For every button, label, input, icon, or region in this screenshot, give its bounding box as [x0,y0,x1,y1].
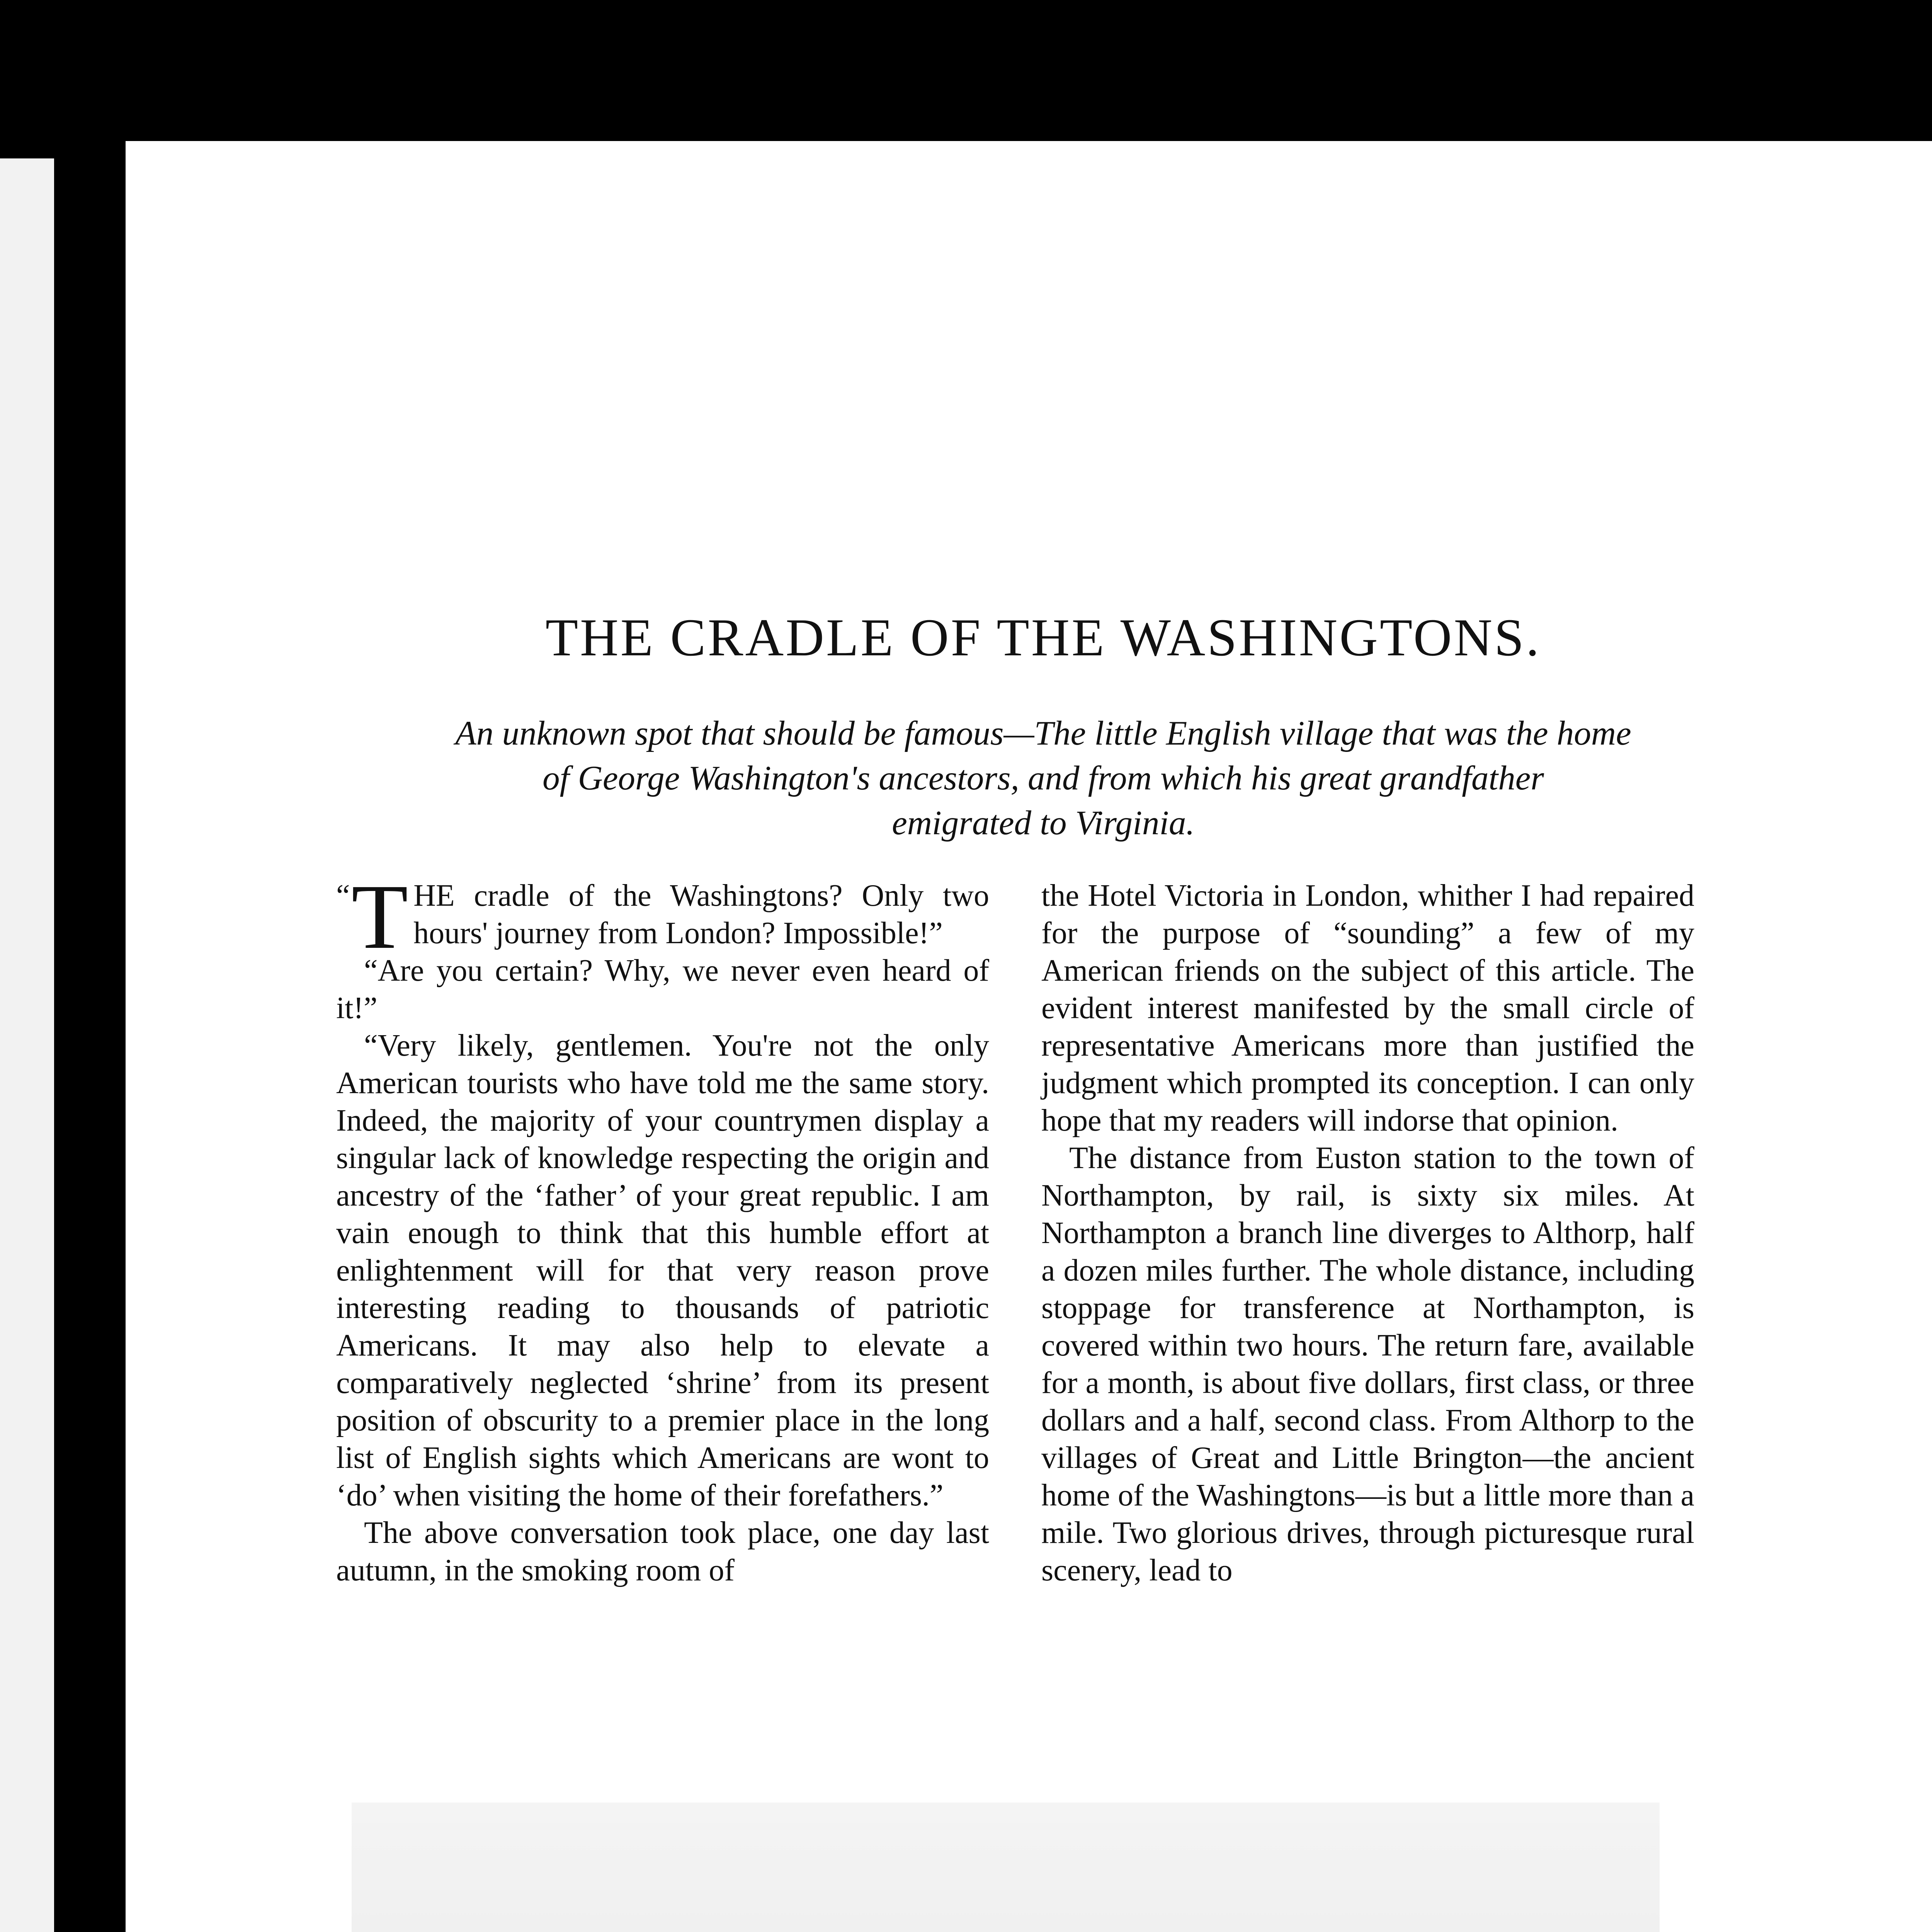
article-subtitle [126,711,1932,845]
magazine-page [126,141,1932,1932]
althorp-house-photo [352,1803,1660,1932]
article-title: THE CRADLE OF THE WASHINGTONS. [545,608,1541,667]
paragraph: “Very likely, gentlemen. You're not the only American tourists who have told me the same story. Indeed, the majority of your countrymen display a singular lack of knowledge respecting the origin and ancestry of the ‘father’ of your great republic. I am vain enough to think that this humble effort at enlightenment will for that very reason prove interesting reading to thousands of patriotic Americans. It may also help to elevate a comparatively neglected ‘shrine’ from its present position of obscurity to a premier place in the long list of English sights which Americans are wont to ‘do’ when visiting the home of their forefathers.” [336,1029,989,1512]
adjacent-page-edge [0,158,54,1932]
left-column [336,865,989,1589]
paragraph: The distance from Euston station to the town of Northampton, by rail, is sixty six miles. At Northampton a branch line diverges to Althorp, half a dozen miles further. The whole distance, including stoppage for transference at Northampton, is covered within two hours. The return fare, available for a month, is about five dollars, first class, or three dollars and a half, second class. From Althorp to the villages of Great and Little Brington—the ancient home of the Washingtons—is but a little more than a mile. Two glorious drives, through picturesque rural scenery, lead to [1041,1141,1694,1587]
subtitle-line: of George Washington's ancestors, and from which his great grandfather [543,759,1544,797]
drop-cap: T [351,865,408,968]
opening-quote: “ [336,879,350,913]
paragraph: the Hotel Victoria in London, whither I had repaired for the purpose of “sounding” a few of my American friends on the subject of this article. The evident interest manifested by the small circle of representative Americans more than justified the judgment which prompted its conception. I can only hope that my readers will indorse that opinion. [1041,879,1694,1138]
subtitle-line: emigrated to Virginia. [892,804,1195,842]
paragraph: The above conversation took place, one day last autumn, in the smoking room of [336,1516,989,1587]
paragraph-text: HE cradle of the Washingtons? Only two hours' journey from London? Impossible!” [413,879,989,950]
right-column [1041,877,1694,1589]
paragraph: “Are you certain? Why, we never even heard of it!” [336,954,989,1025]
subtitle-line: An unknown spot that should be famous—The little English village that was the home [455,714,1631,752]
paragraph [336,865,989,968]
